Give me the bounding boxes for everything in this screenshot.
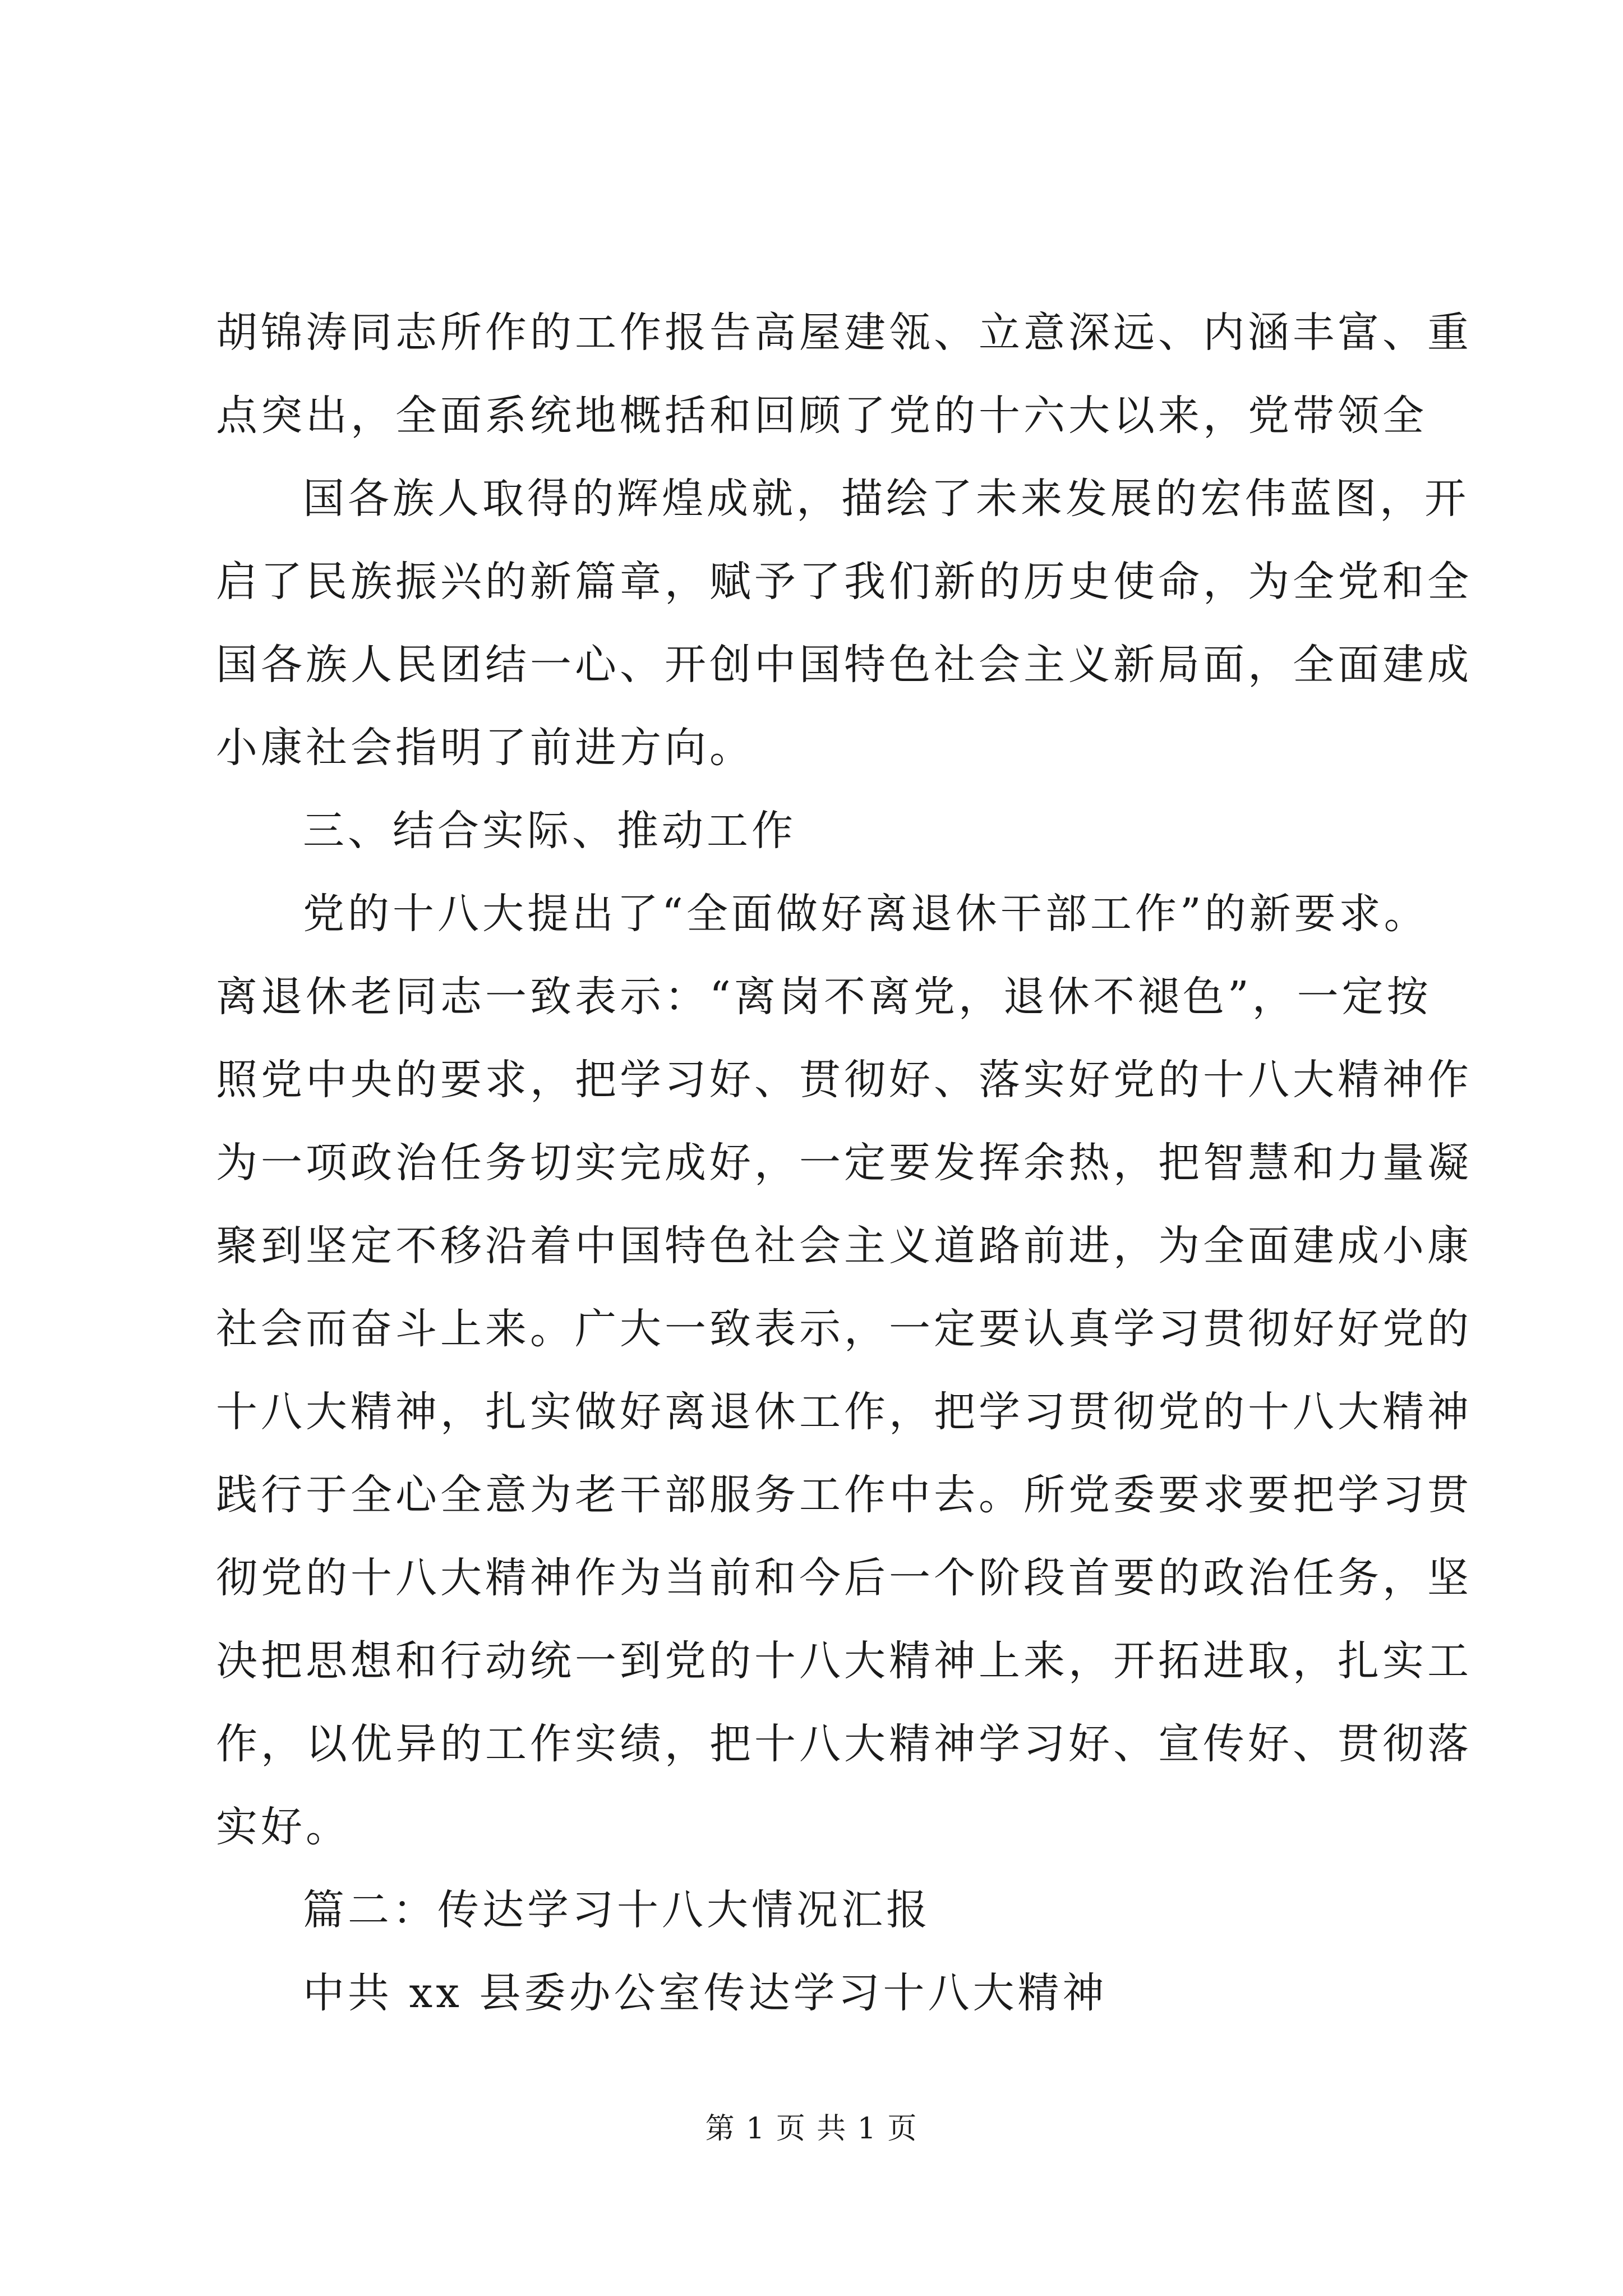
section-heading: 三、结合实际、推动工作 [303,807,796,855]
body-line-15: 践行于全心全意为老干部服务工作中去。所党委要求要把学习贯 [216,1471,1472,1519]
subheading: 中共 xx 县委办公室传达学习十八大精神 [303,1969,1108,2017]
body-line-1: 胡锦涛同志所作的工作报告高屋建瓴、立意深远、内涵丰富、重 [216,309,1472,357]
chapter-heading: 篇二：传达学习十八大情况汇报 [303,1886,931,1934]
body-line-10: 照党中央的要求，把学习好、贯彻好、落实好党的十八大精神作 [216,1056,1472,1104]
body-line-11: 为一项政治任务切实完成好，一定要发挥余热，把智慧和力量凝 [216,1139,1472,1187]
body-line-17: 决把思想和行动统一到党的十八大精神上来，开拓进取，扎实工 [216,1637,1472,1685]
body-line-13: 社会而奋斗上来。广大一致表示，一定要认真学习贯彻好好党的 [216,1305,1472,1353]
body-line-2: 点突出，全面系统地概括和回顾了党的十六大以来，党带领全 [216,392,1427,440]
body-line-18: 作，以优异的工作实绩，把十八大精神学习好、宣传好、贯彻落 [216,1720,1472,1768]
body-line-4: 启了民族振兴的新篇章，赋予了我们新的历史使命，为全党和全 [216,558,1472,606]
body-line-9: 离退休老同志一致表示：“离岗不离党，退休不褪色”，一定按 [216,973,1432,1021]
body-line-12: 聚到坚定不移沿着中国特色社会主义道路前进，为全面建成小康 [216,1222,1472,1270]
body-line-6: 小康社会指明了前进方向。 [216,724,754,772]
body-line-5: 国各族人民团结一心、开创中国特色社会主义新局面，全面建成 [216,641,1472,689]
body-line-19: 实好。 [216,1803,351,1851]
page-footer: 第 1 页 共 1 页 [705,2112,918,2146]
body-line-14: 十八大精神，扎实做好离退休工作，把学习贯彻党的十八大精神 [216,1388,1472,1436]
body-line-3: 国各族人取得的辉煌成就，描绘了未来发展的宏伟蓝图，开 [303,475,1469,523]
body-line-8: 党的十八大提出了“全面做好离退休干部工作”的新要求。 [303,890,1429,938]
body-line-16: 彻党的十八大精神作为当前和今后一个阶段首要的政治任务，坚 [216,1554,1472,1602]
